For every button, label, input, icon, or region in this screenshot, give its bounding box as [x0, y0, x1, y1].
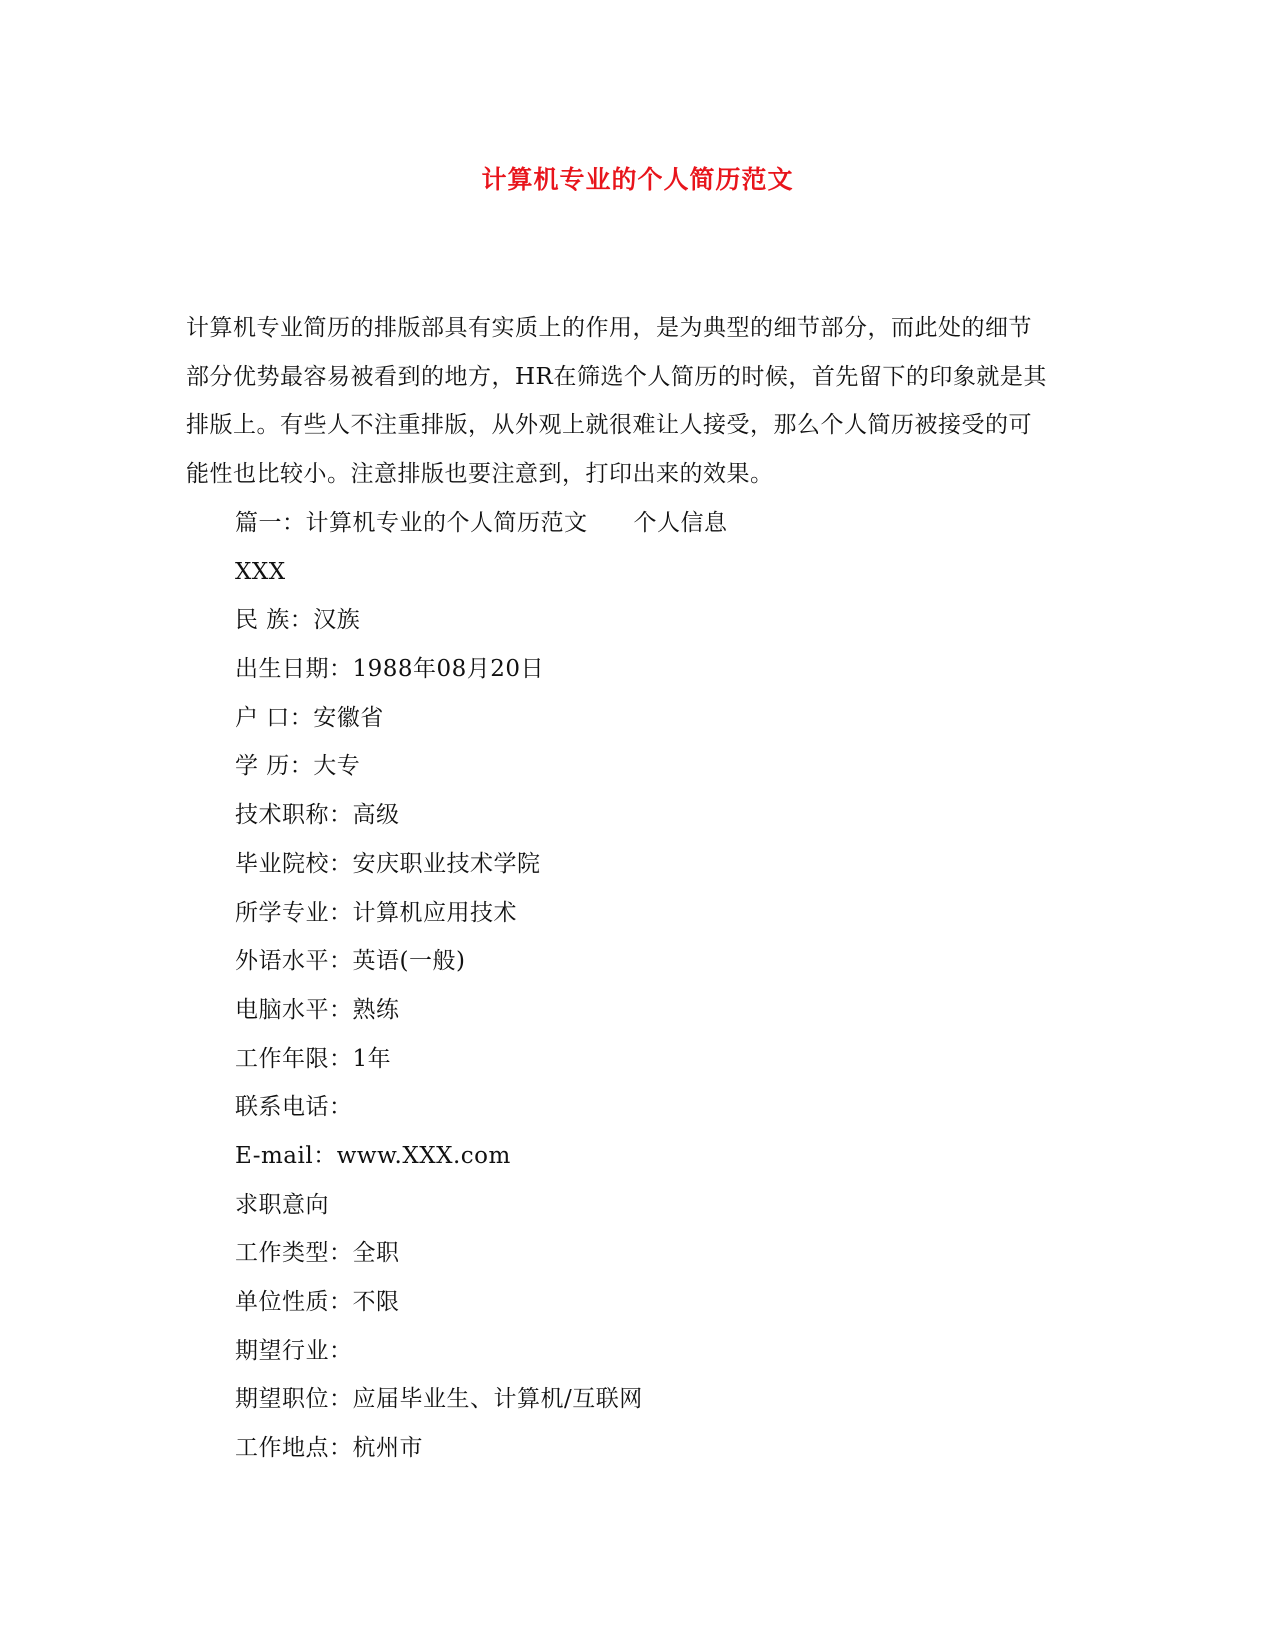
resume-name: XXX [235, 558, 286, 585]
field-hukou: 户 口：安徽省 [235, 704, 384, 731]
intro-line: 能性也比较小。注意排版也要注意到，打印出来的效果。 [186, 460, 774, 487]
field-location: 工作地点：杭州市 [235, 1435, 423, 1462]
field-language: 外语水平：英语(一般) [235, 948, 466, 975]
field-computer-skill: 电脑水平：熟练 [235, 996, 400, 1023]
intro-paragraph [186, 304, 1086, 498]
section-heading: 篇一：计算机专业的个人简历范文 [235, 510, 588, 536]
field-ethnicity: 民 族：汉族 [235, 607, 361, 634]
intro-line: 部分优势最容易被看到的地方，HR在筛选个人简历的时候，首先留下的印象就是其 [186, 363, 1047, 390]
field-title: 技术职称：高级 [235, 802, 400, 829]
section-subheading: 个人信息 [633, 510, 728, 536]
field-company-type: 单位性质：不限 [235, 1289, 400, 1315]
field-industry: 期望行业： [235, 1337, 353, 1364]
field-birth-date: 出生日期：1988年08月20日 [235, 656, 545, 683]
field-education: 学 历：大专 [235, 753, 361, 780]
field-email: E-mail：www.XXX.com [235, 1142, 511, 1169]
section-heading-line [235, 499, 728, 548]
resume-body [235, 499, 728, 1473]
document-title: 计算机专业的个人简历范文 [481, 165, 794, 194]
field-work-years: 工作年限：1年 [235, 1045, 392, 1072]
job-intention-heading: 求职意向 [235, 1191, 329, 1218]
field-major: 所学专业：计算机应用技术 [235, 899, 517, 926]
intro-line: 排版上。有些人不注重排版，从外观上就很难让人接受，那么个人简历被接受的可 [186, 412, 1032, 438]
field-job-type: 工作类型：全职 [235, 1240, 400, 1267]
field-position: 期望职位：应届毕业生、计算机/互联网 [235, 1386, 643, 1413]
field-school: 毕业院校：安庆职业技术学院 [235, 850, 541, 877]
intro-line: 计算机专业简历的排版部具有实质上的作用，是为典型的细节部分，而此处的细节 [186, 315, 1032, 341]
field-phone: 联系电话： [235, 1094, 353, 1121]
